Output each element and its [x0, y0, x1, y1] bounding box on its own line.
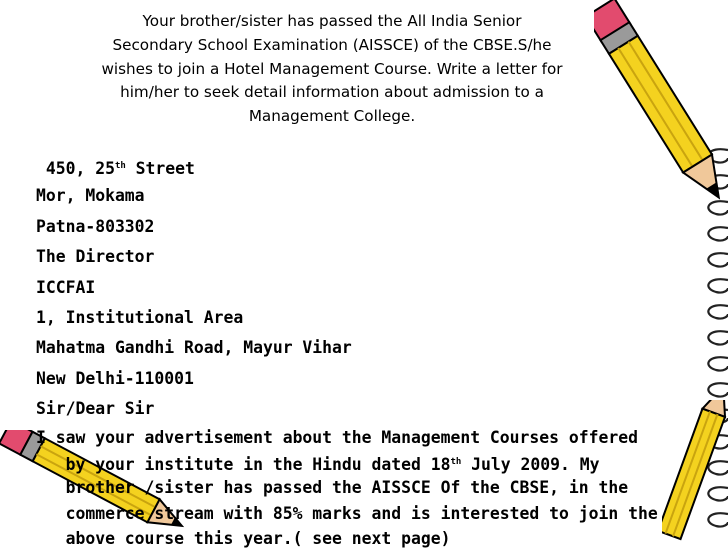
- recipient-address-line2: Mahatma Gandhi Road, Mayur Vihar: [36, 338, 352, 358]
- sender-address-street: [36, 151, 716, 181]
- body-line: commerce stream with 85% marks and is interested to join the: [36, 503, 658, 523]
- recipient-organization: ICCFAI: [36, 277, 96, 297]
- letter: [36, 151, 716, 551]
- address-number: 450, 25: [45, 159, 115, 178]
- address-street: Street: [135, 159, 195, 178]
- body-line-text: by your institute in the Hindu dated 18: [36, 454, 451, 474]
- body-line: [36, 450, 716, 475]
- sender-city: Patna-803302: [36, 216, 155, 236]
- sender-locality: Mor, Mokama: [36, 186, 145, 206]
- prompt-line: Your brother/sister has passed the All India Senior: [142, 12, 522, 30]
- recipient-title: The Director: [36, 247, 155, 267]
- body-line-text: July 2009. My: [461, 454, 600, 474]
- question-prompt: [52, 10, 612, 129]
- prompt-line: wishes to join a Hotel Management Course. Write a letter for: [101, 59, 563, 78]
- recipient-city: New Delhi-110001: [36, 368, 194, 388]
- letter-body: [36, 425, 716, 551]
- ordinal-suffix: th: [450, 456, 462, 467]
- prompt-line: him/her to seek detail information about admission to a: [120, 83, 544, 102]
- recipient-address-line1: 1, Institutional Area: [36, 307, 244, 327]
- prompt-line: Management College.: [248, 107, 416, 126]
- prompt-line: Secondary School Examination (AISSCE) of the CBSE.S/he: [112, 35, 552, 54]
- body-line: I saw your advertisement about the Management Courses offered: [36, 427, 638, 447]
- body-line: brother /sister has passed the AISSCE Of the CBSE, in the: [36, 478, 629, 498]
- salutation: Sir/Dear Sir: [36, 399, 155, 419]
- body-line: above course this year.( see next page): [36, 529, 451, 549]
- ordinal-suffix: th: [114, 161, 126, 171]
